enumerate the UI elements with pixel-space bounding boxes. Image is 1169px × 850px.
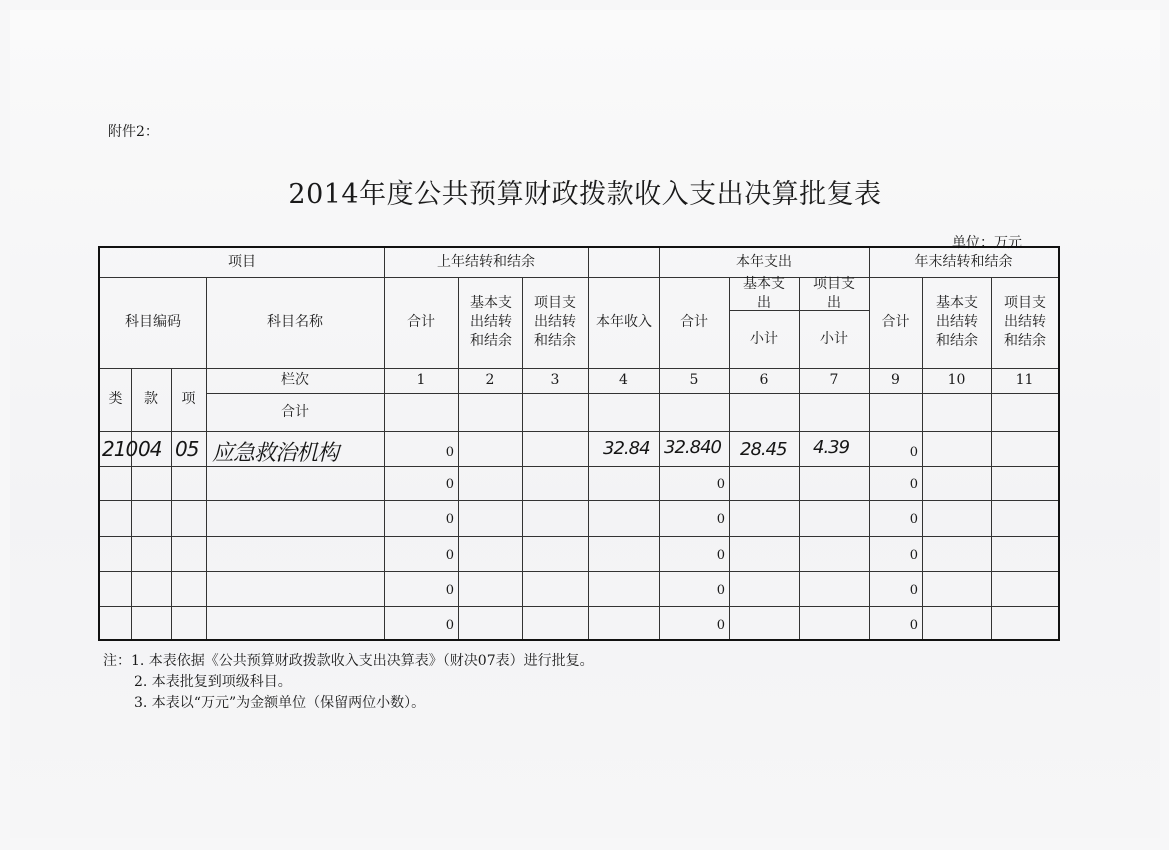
header-basic-carry: 基本支出结转和结余 bbox=[470, 295, 512, 349]
column-number: 5 bbox=[689, 372, 699, 389]
header-column-no: 栏次 bbox=[281, 372, 309, 389]
row-col9: 0 bbox=[909, 583, 918, 598]
header-subtotal-6: 小计 bbox=[750, 330, 778, 347]
header-total-1: 合计 bbox=[407, 314, 435, 331]
row-col9: 0 bbox=[909, 512, 918, 527]
header-year-end-balance: 年末结转和结余 bbox=[914, 254, 1013, 271]
grid-line bbox=[458, 277, 459, 639]
header-income: 本年收入 bbox=[596, 314, 652, 331]
row-col5: 0 bbox=[716, 548, 725, 563]
grid-line bbox=[991, 277, 992, 639]
grid-line bbox=[100, 500, 1058, 501]
row-col1: 0 bbox=[445, 512, 454, 527]
row-subject-name: 应急救治机构 bbox=[212, 441, 339, 466]
row-col7: 4.39 bbox=[813, 437, 850, 458]
grid-line bbox=[588, 248, 589, 639]
row-col1: 0 bbox=[445, 548, 454, 563]
attachment-label: 附件2： bbox=[108, 124, 159, 140]
row-col9: 0 bbox=[909, 477, 918, 492]
unit-label: 单位：万元 bbox=[952, 235, 1022, 251]
column-number: 11 bbox=[1015, 372, 1034, 389]
row-col9: 0 bbox=[909, 618, 918, 633]
row-col6: 28.45 bbox=[740, 439, 787, 460]
row-col5: 32.840 bbox=[664, 437, 721, 458]
header-current-exp: 本年支出 bbox=[736, 254, 792, 271]
grid-line bbox=[100, 571, 1058, 572]
header-project-exp: 项目支出 bbox=[813, 275, 855, 311]
row-col5: 0 bbox=[716, 477, 725, 492]
row-col1: 0 bbox=[445, 477, 454, 492]
header-subject-name: 科目名称 bbox=[267, 314, 323, 331]
row-col9: 0 bbox=[909, 445, 918, 460]
header-prev-balance: 上年结转和结余 bbox=[437, 254, 535, 271]
grid-line bbox=[100, 431, 1058, 432]
note-1: 注：1. 本表依据《公共预算财政拨款收入支出决算表》（财决07表）进行批复。 bbox=[103, 653, 594, 669]
header-class: 类 bbox=[108, 391, 123, 408]
grid-line bbox=[522, 277, 523, 639]
row-col4: 32.84 bbox=[603, 438, 650, 459]
column-number: 10 bbox=[947, 372, 966, 389]
header-basic-carry-end: 基本支出结转和结余 bbox=[936, 295, 978, 349]
row-section: 04 bbox=[138, 437, 162, 461]
header-total-9: 合计 bbox=[881, 314, 910, 331]
row-col5: 0 bbox=[716, 618, 725, 633]
row-col1: 0 bbox=[445, 583, 454, 598]
column-number: 9 bbox=[891, 372, 900, 389]
note-2: 2. 本表批复到项级科目。 bbox=[134, 674, 292, 690]
column-number: 7 bbox=[829, 372, 839, 389]
page-title: 2014年度公共预算财政拨款收入支出决算批复表 bbox=[288, 179, 882, 210]
note-3: 3. 本表以“万元”为金额单位（保留两位小数）。 bbox=[134, 695, 426, 711]
header-item: 项 bbox=[181, 391, 196, 408]
row-col9: 0 bbox=[909, 548, 918, 563]
header-total-5: 合计 bbox=[680, 314, 708, 331]
column-number: 2 bbox=[485, 372, 495, 389]
grid-line bbox=[100, 536, 1058, 537]
header-section: 款 bbox=[144, 391, 158, 408]
header-project-carry: 项目支出结转和结余 bbox=[534, 295, 576, 349]
header-grand-total: 合计 bbox=[281, 403, 309, 420]
footnotes bbox=[103, 651, 594, 714]
column-number: 6 bbox=[759, 372, 769, 389]
row-col1: 0 bbox=[445, 445, 454, 460]
grid-line bbox=[100, 606, 1058, 607]
row-item: 05 bbox=[175, 437, 199, 461]
header-subtotal-7: 小计 bbox=[820, 330, 848, 347]
row-col5: 0 bbox=[716, 512, 725, 527]
header-basic-exp: 基本支出 bbox=[743, 275, 785, 311]
column-number: 3 bbox=[550, 372, 560, 389]
grid-line bbox=[922, 277, 923, 639]
row-class: 210 bbox=[102, 437, 138, 461]
header-subject-code: 科目编码 bbox=[125, 314, 181, 331]
header-project-carry-end: 项目支出结转和结余 bbox=[1004, 295, 1046, 349]
header-project: 项目 bbox=[228, 254, 256, 271]
column-number: 1 bbox=[416, 372, 426, 389]
budget-table bbox=[98, 246, 1060, 641]
row-col5: 0 bbox=[716, 583, 725, 598]
column-number: 4 bbox=[619, 372, 628, 389]
row-col1: 0 bbox=[445, 618, 454, 633]
